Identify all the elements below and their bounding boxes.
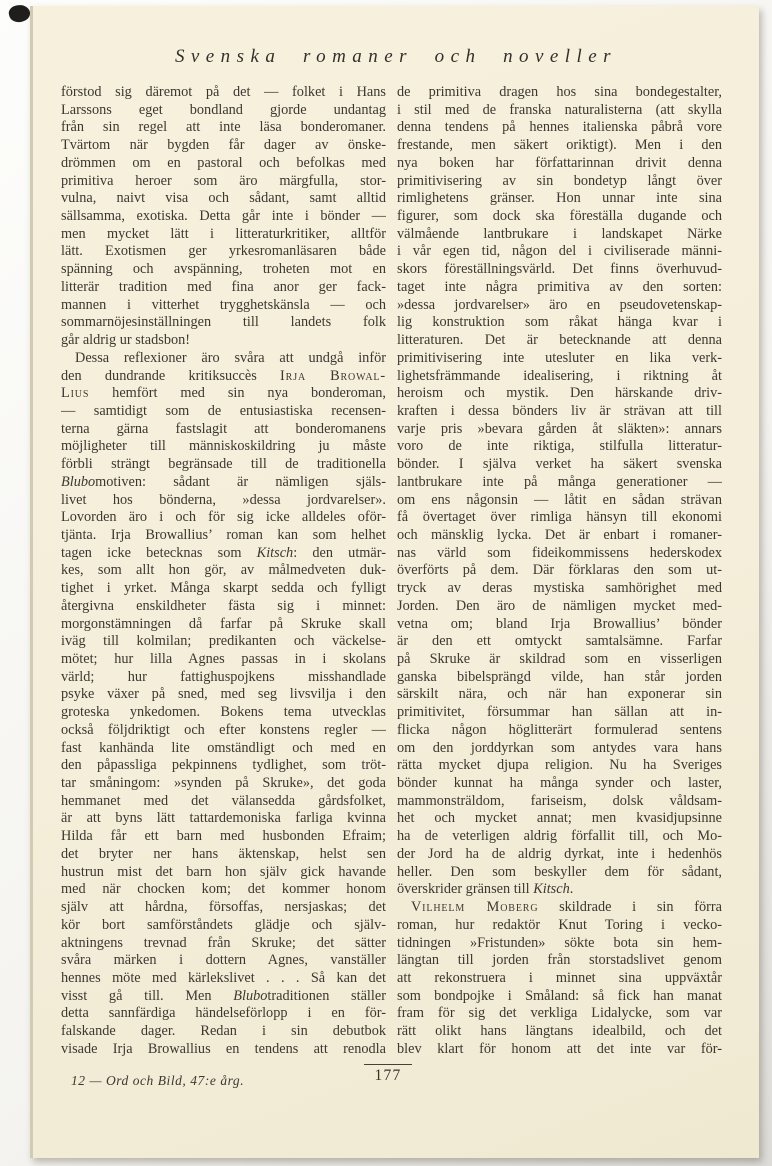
text-line: morgonstämningen då farfar på Skruke skall	[61, 615, 386, 632]
text-line: möjligheter till människoskildring ju måste	[61, 438, 386, 455]
text-line: visst gå till. Men Blubotraditionen ställer	[61, 987, 386, 1004]
text-line: primitivisering inte utesluter en lika verk-	[397, 349, 722, 366]
text-line: ganska bibelsprängd vilde, han står jorden	[397, 668, 722, 685]
text-line: också följdriktigt och efter konstens regler —	[61, 721, 386, 738]
small-caps-name: Irja Browal-	[280, 367, 386, 384]
text-line: litterär tradition med fina anor ger fack-	[61, 278, 386, 295]
text-line: Vilhelm Moberg skildrade i sin förra	[411, 899, 722, 916]
text-line: blev klart för honom att det inte var för-	[397, 1040, 722, 1057]
small-caps-name: Vilhelm Moberg	[411, 899, 539, 916]
page-header-title: Svenska romaner och noveller	[174, 46, 618, 67]
text-line: terna gärna fastslagit att bonderomanens	[61, 420, 386, 437]
page-number: 177	[374, 1067, 402, 1084]
italic-emphasis: Blubo	[233, 987, 268, 1004]
text-line: skors föreställningsvärld. Det finns överhuvud-	[397, 261, 722, 278]
text-line: de primitiva dragen hos sina bondegestalter,	[397, 84, 722, 100]
text-line: på Skruke är skildrad som en visserligen	[397, 651, 722, 667]
text-line: aktningens trevnad från Skruke; det sätter	[61, 934, 386, 951]
text-line: men mycket lätt i litteraturkritiker, alltför	[61, 225, 386, 242]
text-line: iväg till kolmilan; predikanten och väckelse-	[61, 633, 386, 650]
text-line: lighetsfrämmande idealisering, i riktning åt	[397, 367, 722, 384]
text-line: Blubomotiven: sådant är nämligen själs-	[61, 473, 386, 490]
text-line: primitiva heroer som äro märgfulla, stor-	[61, 172, 386, 189]
text-line: kes, som allt hon gör, av målmedveten duk-	[61, 562, 386, 579]
text-line: taget inte några primitiva av den sorten:	[397, 278, 722, 295]
text-line: ha de veterligen aldrig förfallit till, och Mo-	[397, 828, 722, 845]
text-line: psyke växer på sned, med seg livsvilja i den	[61, 686, 386, 703]
text-line: mötet; hur lilla Agnes passas in i skolans	[61, 651, 386, 667]
text-line: — samtidigt som de entusiastiska recensen-	[61, 402, 386, 419]
paragraph	[61, 350, 386, 1059]
text-line: sommarnöjesinställningen till landets folk	[61, 314, 386, 331]
text-line: och mänsklig lycka. Det är enbart i romaner-	[397, 526, 722, 543]
text-line: varje pris »bevara gården åt släkten»: annars	[397, 420, 722, 437]
page-number-block	[356, 1064, 420, 1085]
text-line: överförts på dem. Där förklaras den som ut-	[397, 562, 722, 579]
text-line: den dundrande kritiksuccès Irja Browal-	[61, 367, 386, 384]
text-line: mannen i vitterhet trygghetskänsla — och	[61, 296, 386, 313]
paragraph	[397, 899, 722, 1058]
text-line: Tvärtom när bygden får dager av önske-	[61, 137, 386, 154]
text-line: tryck av deras mystiska samhörighet med	[397, 580, 722, 597]
text-line: att rekonstruera i minnet sina uppväxtår	[397, 969, 722, 986]
text-line: förstod sig däremot på det — folket i Hans	[61, 84, 386, 100]
text-line: tjänta. Irja Browallius’ roman kan som helhet	[61, 526, 386, 543]
text-line: tighet i yrket. Många skarpt sedda och fylligt	[61, 580, 386, 597]
text-line: sällsamma, exotiska. Detta går inte i bönder —	[61, 208, 386, 225]
text-line: tar småningom: »synden på Skruke», det goda	[61, 775, 386, 792]
text-line: visade Irja Browallius en tendens att renodla	[61, 1040, 386, 1057]
text-line: den påpassliga pekpinnens tydlighet, som tröt-	[61, 757, 386, 774]
text-line: denna tendens på hennes italienska påbrå vore	[397, 119, 722, 136]
text-line: kör bort samförståndets glädje och själv-	[61, 916, 386, 933]
text-line: livet hos bönderna, »dessa jordvarelser».	[61, 491, 386, 508]
text-line: nya boken har författarinnan drivit denna	[397, 154, 722, 171]
text-line: »dessa jordvarelser» äro en pseudovetenskap-	[397, 296, 722, 313]
text-line: om den jorddyrkan som antydes vara hans	[397, 739, 722, 756]
text-line: Hilda får ett barn med husbonden Efraim;	[61, 828, 386, 845]
text-line: i stil med de franska naturalisterna (att skylla	[397, 101, 722, 118]
text-line: fram för sig det verkliga Lidalycke, som var	[397, 1005, 722, 1022]
text-line: flicka någon höglitterärt formulerad sentens	[397, 721, 722, 738]
text-line: frestande, men säkert oriktigt). Men i den	[397, 137, 722, 154]
text-line: lantbrukare inte på många generationer —	[397, 473, 722, 490]
text-line: återgivna enskildheter fästa sig i minnet:	[61, 597, 386, 614]
text-line: längtan till jorden från storstadslivet genom	[397, 952, 722, 969]
text-line: rätta mycket djupa religion. Nu ha Sveriges	[397, 757, 722, 774]
text-line: överskrider gränsen till Kitsch.	[397, 881, 574, 898]
text-line: rätt olikt hans längtans idealbild, och det	[397, 1023, 722, 1040]
text-line: är att byns lätt tattardemoniska farliga kvinna	[61, 810, 386, 827]
text-line: tidningen »Fristunden» sökte bota sin hem-	[397, 934, 722, 951]
ink-blot-mark	[7, 3, 31, 24]
text-line: lätt. Exotismen ger yrkesromanläsaren både	[61, 243, 386, 260]
paragraph	[397, 84, 722, 899]
text-line: het och mycket annat; men kvasidjupsinne	[397, 810, 722, 827]
text-line: nas värld som fideikommissens hederskodex	[397, 544, 722, 561]
text-line: i vår egen tid, någon del i civiliserade männi-	[397, 243, 722, 260]
journal-page	[30, 6, 759, 1158]
text-line: är den ett omtyckt samtalsämne. Farfar	[397, 633, 722, 650]
text-line: från sin regel att inte läsa bonderomaner.	[61, 119, 386, 136]
text-line: groteska ynkedomen. Bokens tema utvecklas	[61, 704, 386, 721]
text-line: förbli strängt begränsade till de traditionella	[61, 456, 386, 473]
text-line: går aldrig ur stadsbon!	[61, 332, 191, 349]
text-line: rimlighetens gränser. Hon unnar inte sina	[397, 190, 722, 207]
text-line: figurer, som dock ska föreställa dugande och	[397, 208, 722, 225]
text-line: vulna, naivt visa och sådant, samt alltid	[61, 190, 386, 207]
paragraph	[61, 84, 386, 350]
text-line: hennes möte med kärlekslivet . . . Så kan det	[61, 969, 386, 986]
text-line: själv att hårdna, försoffas, nersjaskas; det	[61, 899, 386, 916]
text-line: voro de inte riktiga, stilfulla litteratur-	[397, 438, 722, 455]
text-line: primitivisering av sin bondetyp långt över	[397, 172, 722, 189]
text-line: der Jord ha de aldrig dyrkat, inte i hedenhös	[397, 845, 722, 862]
text-line: Larssons eget bondland gjorde undantag	[61, 101, 386, 118]
italic-emphasis: Blubo	[61, 473, 96, 490]
text-line: särskilt nära, och när han exponerar sin	[397, 686, 722, 703]
text-line: drömmen om en pastoral och befolkas med	[61, 154, 386, 171]
text-line: heller. Den som beskyller dem för sådant,	[397, 863, 722, 880]
text-line: falskande dager. Redan i sin debutbok	[61, 1023, 386, 1040]
text-line: spänning och avspänning, troheten mot en	[61, 261, 386, 278]
footer-note: 12 — Ord och Bild, 47:e årg.	[71, 1073, 245, 1088]
text-line: med när chocken kom; det kommer honom	[61, 881, 386, 898]
right-column	[397, 84, 722, 1059]
text-line: heroism och mystik. Den härskande driv-	[397, 385, 722, 402]
text-line: hustrun mist det barn hon själv gick havande	[61, 863, 386, 880]
text-line: få övertaget över rimliga hänsyn till ekonomi	[397, 509, 722, 526]
text-line: bönder kunnat ha många synder och laster,	[397, 775, 722, 792]
text-line: primitivitet, försummar han sällan att in-	[397, 704, 722, 721]
text-line: välmående lantbrukare i landskapet Närke	[397, 225, 722, 242]
text-line: tagen icke betecknas som Kitsch: den utmär-	[61, 544, 386, 561]
left-column	[61, 84, 386, 1059]
text-line: fast kanhända lite omständligt och med en	[61, 739, 386, 756]
text-line: som bondpojke i Småland: så fick han manat	[397, 987, 722, 1004]
text-line: vetna om; bland Irja Browallius’ bönder	[397, 615, 722, 632]
text-line: litteraturen. Det är betecknande att denna	[397, 332, 722, 349]
text-line: det bryter ner hans äktenskap, helst sen	[61, 845, 386, 862]
small-caps-name: Lius	[61, 385, 90, 402]
text-line: detta sannfärdiga händelseförlopp i en för-	[61, 1005, 386, 1022]
text-line: Lius hemfört med sin nya bonderoman,	[61, 385, 386, 402]
text-line: bönder. I själva verket ha säkert svenska	[397, 456, 722, 473]
text-line: om ens någonsin — låtit en sådan strävan	[397, 491, 722, 508]
page-number-rule	[364, 1064, 412, 1065]
text-line: roman, hur redaktör Knut Toring i vecko-	[397, 916, 722, 933]
text-line: kraften i dessa bönders liv är strävan att till	[397, 402, 722, 419]
text-line: Dessa reflexioner äro svåra att undgå inför	[75, 349, 386, 366]
text-line: mammonsträldom, fariseism, dolsk våldsam-	[397, 792, 722, 809]
text-line: svåra märken i dottern Agnes, vanställer	[61, 952, 386, 969]
text-columns	[33, 68, 759, 1059]
italic-emphasis: Kitsch	[256, 544, 294, 561]
italic-emphasis: Kitsch	[533, 881, 570, 898]
text-line: lig konstruktion som råkat hänga kvar i	[397, 314, 722, 331]
text-line: Lovorden äro i och för sig icke alldeles oför-	[61, 509, 386, 526]
text-line: värld; hur fattighuspojkens misshandlade	[61, 668, 386, 685]
text-line: hemmanet med det välansedda gårdsfolket,	[61, 792, 386, 809]
text-line: Jorden. Den äro de nämligen mycket med-	[397, 597, 722, 614]
